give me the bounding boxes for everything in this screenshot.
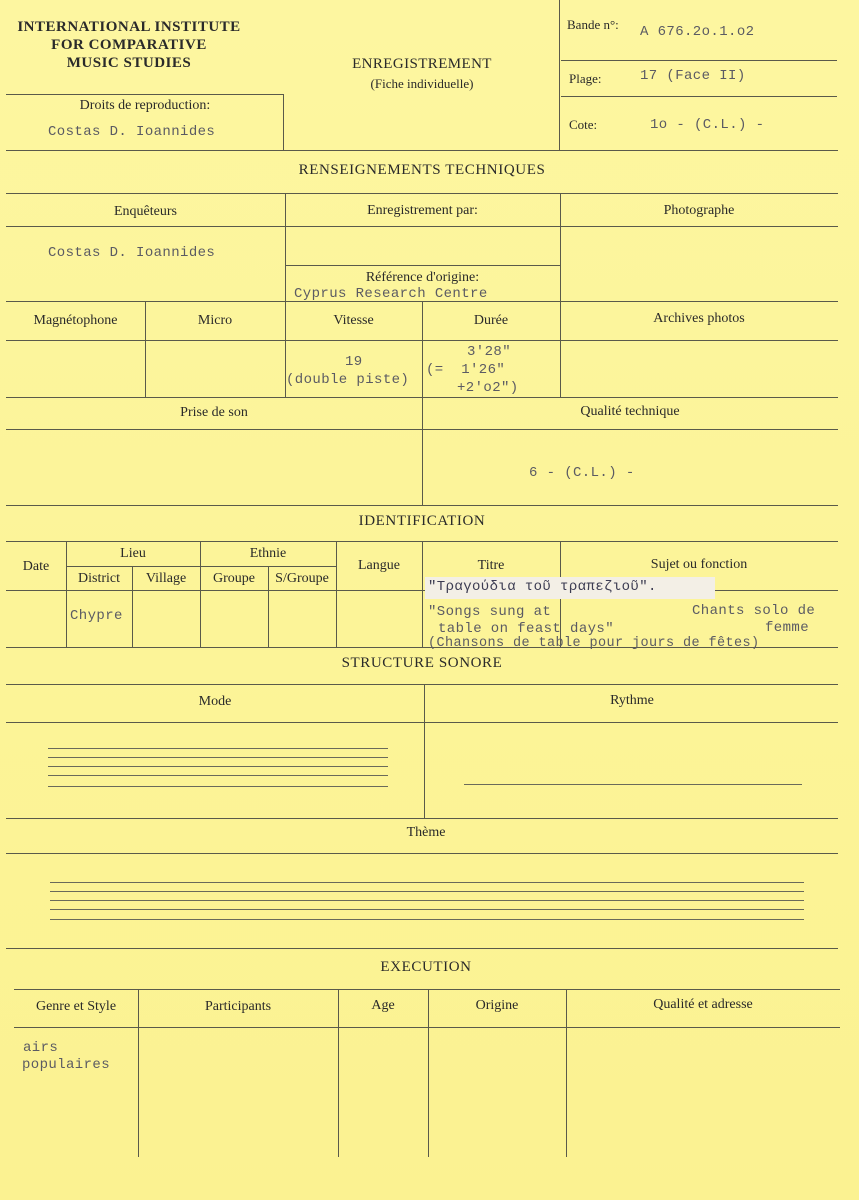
genre-label: Genre et Style — [35, 999, 117, 1014]
vitesse-note: (double piste) — [286, 372, 410, 388]
rule — [422, 541, 423, 647]
district-value: Chypre — [70, 608, 123, 624]
duree-total: 3'28" — [467, 344, 512, 360]
rule — [6, 722, 838, 723]
header-divider — [559, 0, 560, 150]
rule — [6, 397, 838, 398]
plage-value: 17 (Face II) — [640, 68, 746, 84]
sujet-value-2: femme — [765, 620, 810, 636]
qualite-technique-label: Qualité technique — [580, 404, 680, 419]
rule — [6, 684, 838, 685]
rythme-label: Rythme — [610, 693, 654, 708]
section-title-structure: STRUCTURE SONORE — [341, 655, 503, 671]
qualite-technique-value: 6 - (C.L.) - — [529, 465, 635, 481]
rule — [338, 989, 339, 1157]
plage-label: Plage: — [569, 71, 602, 86]
cote-label: Cote: — [569, 117, 598, 132]
form-subtitle: (Fiche individuelle) — [370, 76, 474, 91]
rule — [6, 853, 838, 854]
theme-guide-line — [50, 919, 804, 920]
title-french: (Chansons de table pour jours de fêtes) — [428, 636, 760, 651]
theme-guide-line — [50, 891, 804, 892]
theme-guide-line — [50, 900, 804, 901]
duree-part-2: +2'o2") — [457, 380, 519, 396]
date-label: Date — [22, 559, 50, 574]
reference-value: Cyprus Research Centre — [294, 286, 488, 302]
droits-right-line — [283, 94, 284, 150]
mode-guide-line — [48, 766, 388, 767]
rule — [566, 989, 567, 1157]
title-english-1: "Songs sung at — [428, 604, 552, 620]
droits-top-line — [6, 94, 284, 95]
institute-name — [4, 18, 254, 72]
rule — [6, 193, 838, 194]
sgroupe-label: S/Groupe — [275, 571, 329, 586]
micro-label: Micro — [197, 313, 233, 328]
participants-label: Participants — [204, 999, 272, 1014]
theme-guide-line — [50, 909, 804, 910]
reference-label: Référence d'origine: — [365, 270, 480, 285]
ethnie-label: Ethnie — [249, 546, 287, 561]
bande-underline — [561, 60, 837, 61]
cote-value: 1o - (C.L.) - — [650, 117, 765, 133]
rule — [336, 541, 337, 647]
genre-value-2: populaires — [22, 1057, 111, 1073]
institute-line-3: MUSIC STUDIES — [66, 55, 192, 71]
rule — [428, 989, 429, 1157]
groupe-label: Groupe — [213, 571, 255, 586]
theme-label: Thème — [406, 825, 446, 840]
rythme-guide-line — [464, 784, 802, 785]
genre-value-1: airs — [23, 1040, 59, 1056]
section-title-technique: RENSEIGNEMENTS TECHNIQUES — [298, 162, 546, 178]
enregistrement-par-label: Enregistrement par: — [367, 203, 478, 218]
rule — [6, 226, 838, 227]
section-title-execution: EXECUTION — [380, 959, 472, 975]
mode-guide-line — [48, 748, 388, 749]
institute-line-2: FOR COMPARATIVE — [51, 37, 207, 53]
mode-label: Mode — [198, 694, 232, 709]
rule — [422, 301, 423, 505]
rule — [285, 265, 560, 266]
enqueteurs-label: Enquêteurs — [114, 204, 177, 219]
sujet-value-1: Chants solo de — [692, 603, 816, 619]
age-label: Age — [371, 998, 395, 1013]
village-label: Village — [145, 571, 187, 586]
magnetophone-label: Magnétophone — [33, 313, 118, 328]
bande-label: Bande n°: — [567, 17, 619, 32]
section-title-identification: IDENTIFICATION — [358, 513, 486, 529]
mode-guide-line — [48, 775, 388, 776]
rule — [6, 340, 838, 341]
archives-photos-label: Archives photos — [653, 311, 745, 326]
qualite-adresse-label: Qualité et adresse — [653, 997, 753, 1012]
vitesse-label: Vitesse — [333, 313, 374, 328]
theme-guide-line — [50, 882, 804, 883]
duree-part-1: (= 1'26" — [426, 362, 506, 378]
origine-label: Origine — [475, 998, 519, 1013]
mode-guide-line — [48, 786, 388, 787]
rule — [6, 429, 838, 430]
district-label: District — [78, 571, 120, 586]
bande-value: A 676.2o.1.o2 — [640, 24, 755, 40]
langue-label: Langue — [358, 558, 400, 573]
prise-de-son-label: Prise de son — [180, 405, 248, 420]
title-english-2: table on feast days" — [438, 621, 615, 637]
institute-line-1: INTERNATIONAL INSTITUTE — [17, 19, 241, 35]
rule — [6, 505, 838, 506]
form-title: ENREGISTREMENT — [352, 56, 492, 72]
vitesse-value: 19 — [345, 354, 363, 370]
mode-guide-line — [48, 757, 388, 758]
rule — [6, 948, 838, 949]
lieu-label: Lieu — [120, 546, 146, 561]
plage-underline — [561, 96, 837, 97]
droits-value: Costas D. Ioannides — [48, 124, 216, 140]
sujet-label: Sujet ou fonction — [650, 557, 748, 572]
rule — [6, 818, 838, 819]
title-greek: "Τραγούδια τοῦ τραπεζιοῦ". — [428, 579, 657, 595]
droits-label: Droits de reproduction: — [79, 98, 211, 113]
photographe-label: Photographe — [663, 203, 735, 218]
header-bottom-line — [6, 150, 838, 151]
duree-label: Durée — [473, 313, 509, 328]
enqueteurs-value: Costas D. Ioannides — [48, 245, 216, 261]
rule — [14, 1027, 840, 1028]
titre-label: Titre — [477, 558, 505, 573]
rule — [66, 566, 336, 567]
